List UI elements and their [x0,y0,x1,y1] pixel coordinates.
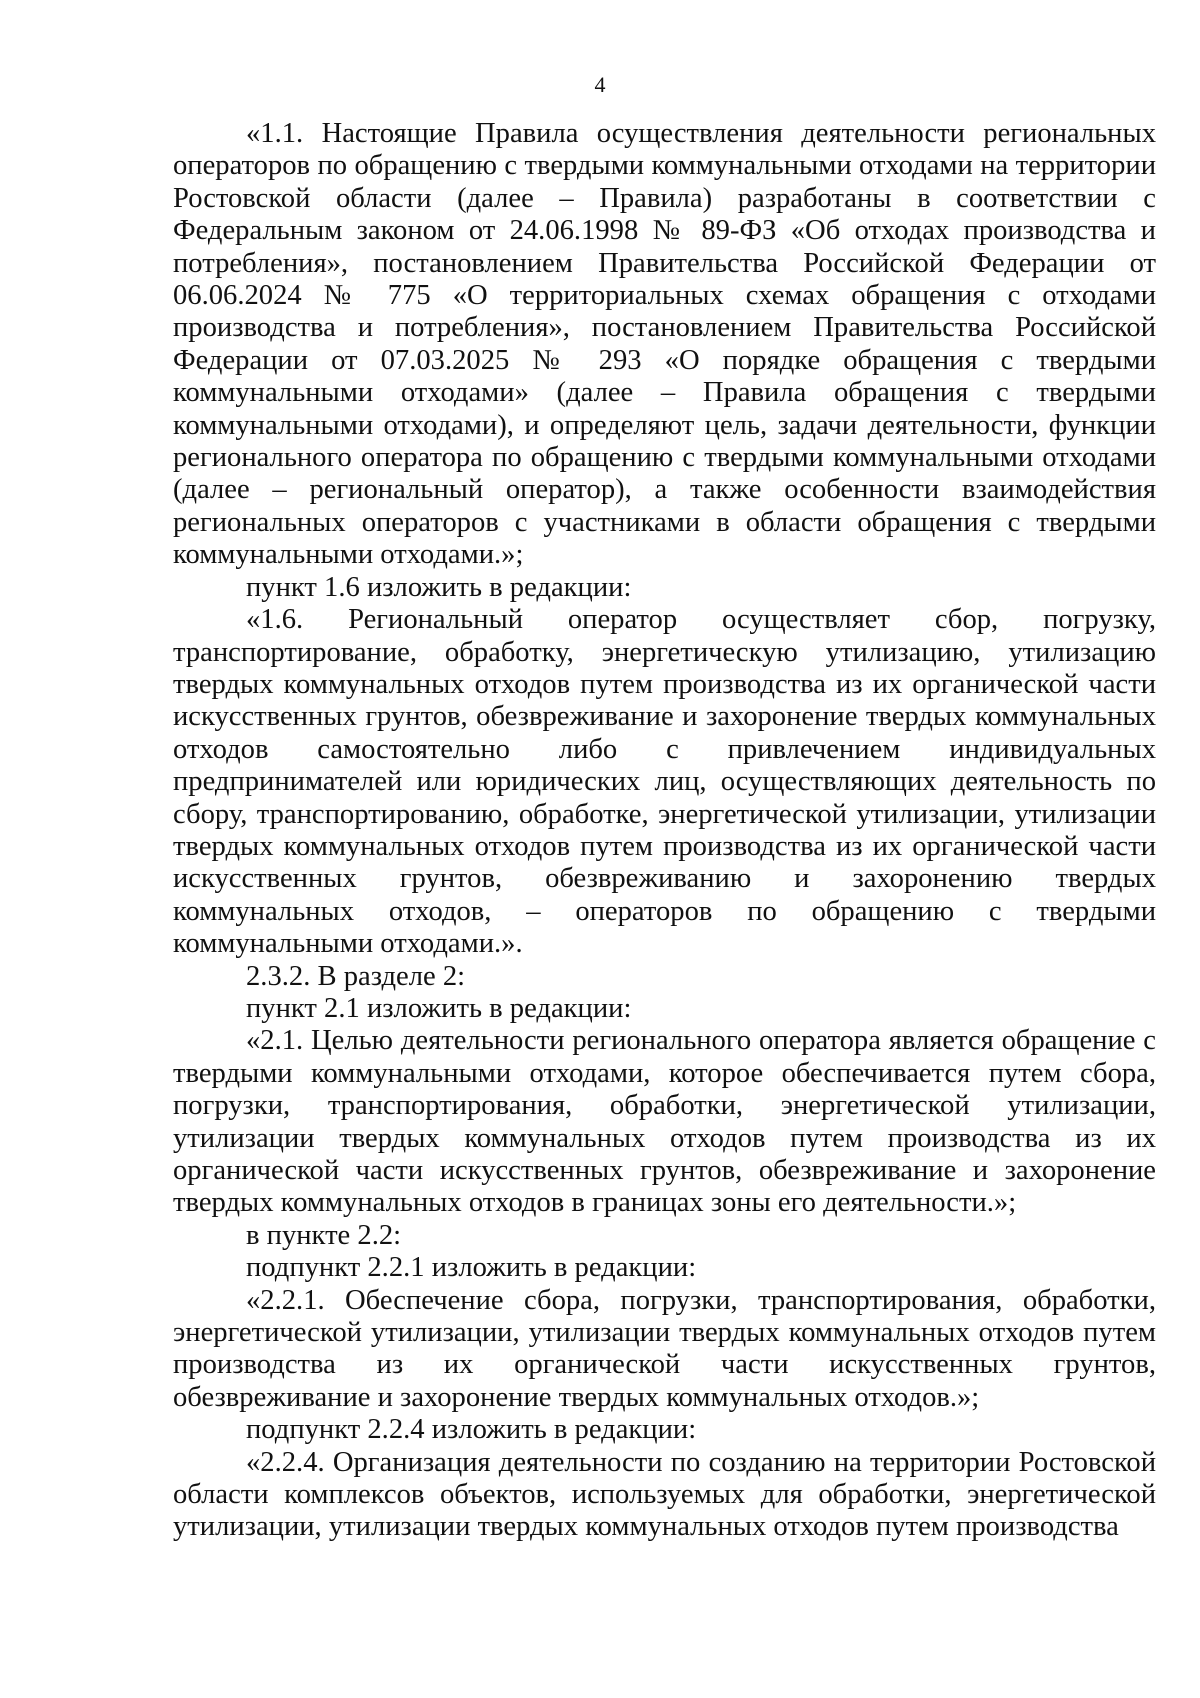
paragraph-instruction-2-2-4: подпункт 2.2.4 изложить в редакции: [246,1414,697,1446]
paragraph-1-6: «1.6. Региональный оператор осуществляет сбор, погрузку, транспортирование, обработку, энергетическую утилизацию, утилизацию твердых коммунальных отходов путем производства из их органической части искусственных грунтов, обезвреживание и захоронение твердых коммунальных отходов самостоятельно либо с привлечением индивидуальных предпринимателей или юридических лиц, осуществляющих деятельность по сбору, транспортированию, обработке, энергетической утилизации, утилизации твердых коммунальных отходов путем производства из их органической части искусственных грунтов, обезвреживанию и захоронению твердых коммунальных отходов, – операторов по обращению с твердыми коммунальными отходами.». [173,604,1156,960]
paragraph-instruction-2-1: пункт 2.1 изложить в редакции: [246,992,632,1024]
paragraph-2-1: «2.1. Целью деятельности регионального оператора является обращение с твердыми коммунальными отходами, которое обеспечивается путем сбора, погрузки, транспортирования, обработки, энергетической утилизации, утилизации твердых коммунальных отходов путем производства из их органической части искусственных грунтов, обезвреживание и захоронение твердых коммунальных отходов в границах зоны его деятельности.»; [173,1025,1156,1219]
paragraph-instruction-2-2-1: подпункт 2.2.1 изложить в редакции: [246,1252,697,1284]
paragraph-instruction-1-6: пункт 1.6 изложить в редакции: [246,571,632,603]
paragraph-1-1: «1.1. Настоящие Правила осуществления деятельности региональных операторов по обращению с твердыми коммунальными отходами на территории Ростовской области (далее – Правила) разработаны в соответствии с Федеральным законом от 24.06.1998 № 89-ФЗ «Об отходах производства и потребления», постановлением Правительства Российской Федерации от 06.06.2024 № 775 «О территориальных схемах обращения с отходами производства и потребления», постановлением Правительства Российской Федерации от 07.03.2025 № 293 «О порядке обращения с твердыми коммунальными отходами» (далее – Правила обращения с твердыми коммунальными отходами), и определяют цель, задачи деятельности, функции регионального оператора по обращению с твердыми коммунальными отходами (далее – региональный оператор), а также особенности взаимодействия региональных операторов с участниками в области обращения с твердыми коммунальными отходами.»; [173,118,1156,571]
document-body [173,118,1156,1544]
paragraph-2-2-1: «2.2.1. Обеспечение сбора, погрузки, транспортирования, обработки, энергетической утилизации, утилизации твердых коммунальных отходов путем производства из их органической части искусственных грунтов, обезвреживание и захоронение твердых коммунальных отходов.»; [173,1284,1156,1413]
page-number: 4 [594,72,606,97]
paragraph-instruction-2-2: в пункте 2.2: [246,1219,402,1251]
paragraph-2-3-2: 2.3.2. В разделе 2: [246,960,466,992]
paragraph-2-2-4: «2.2.4. Организация деятельности по созданию на территории Ростовской области комплексов объектов, используемых для обработки, энергетической утилизации, утилизации твердых коммунальных отходов путем производства [173,1446,1156,1543]
